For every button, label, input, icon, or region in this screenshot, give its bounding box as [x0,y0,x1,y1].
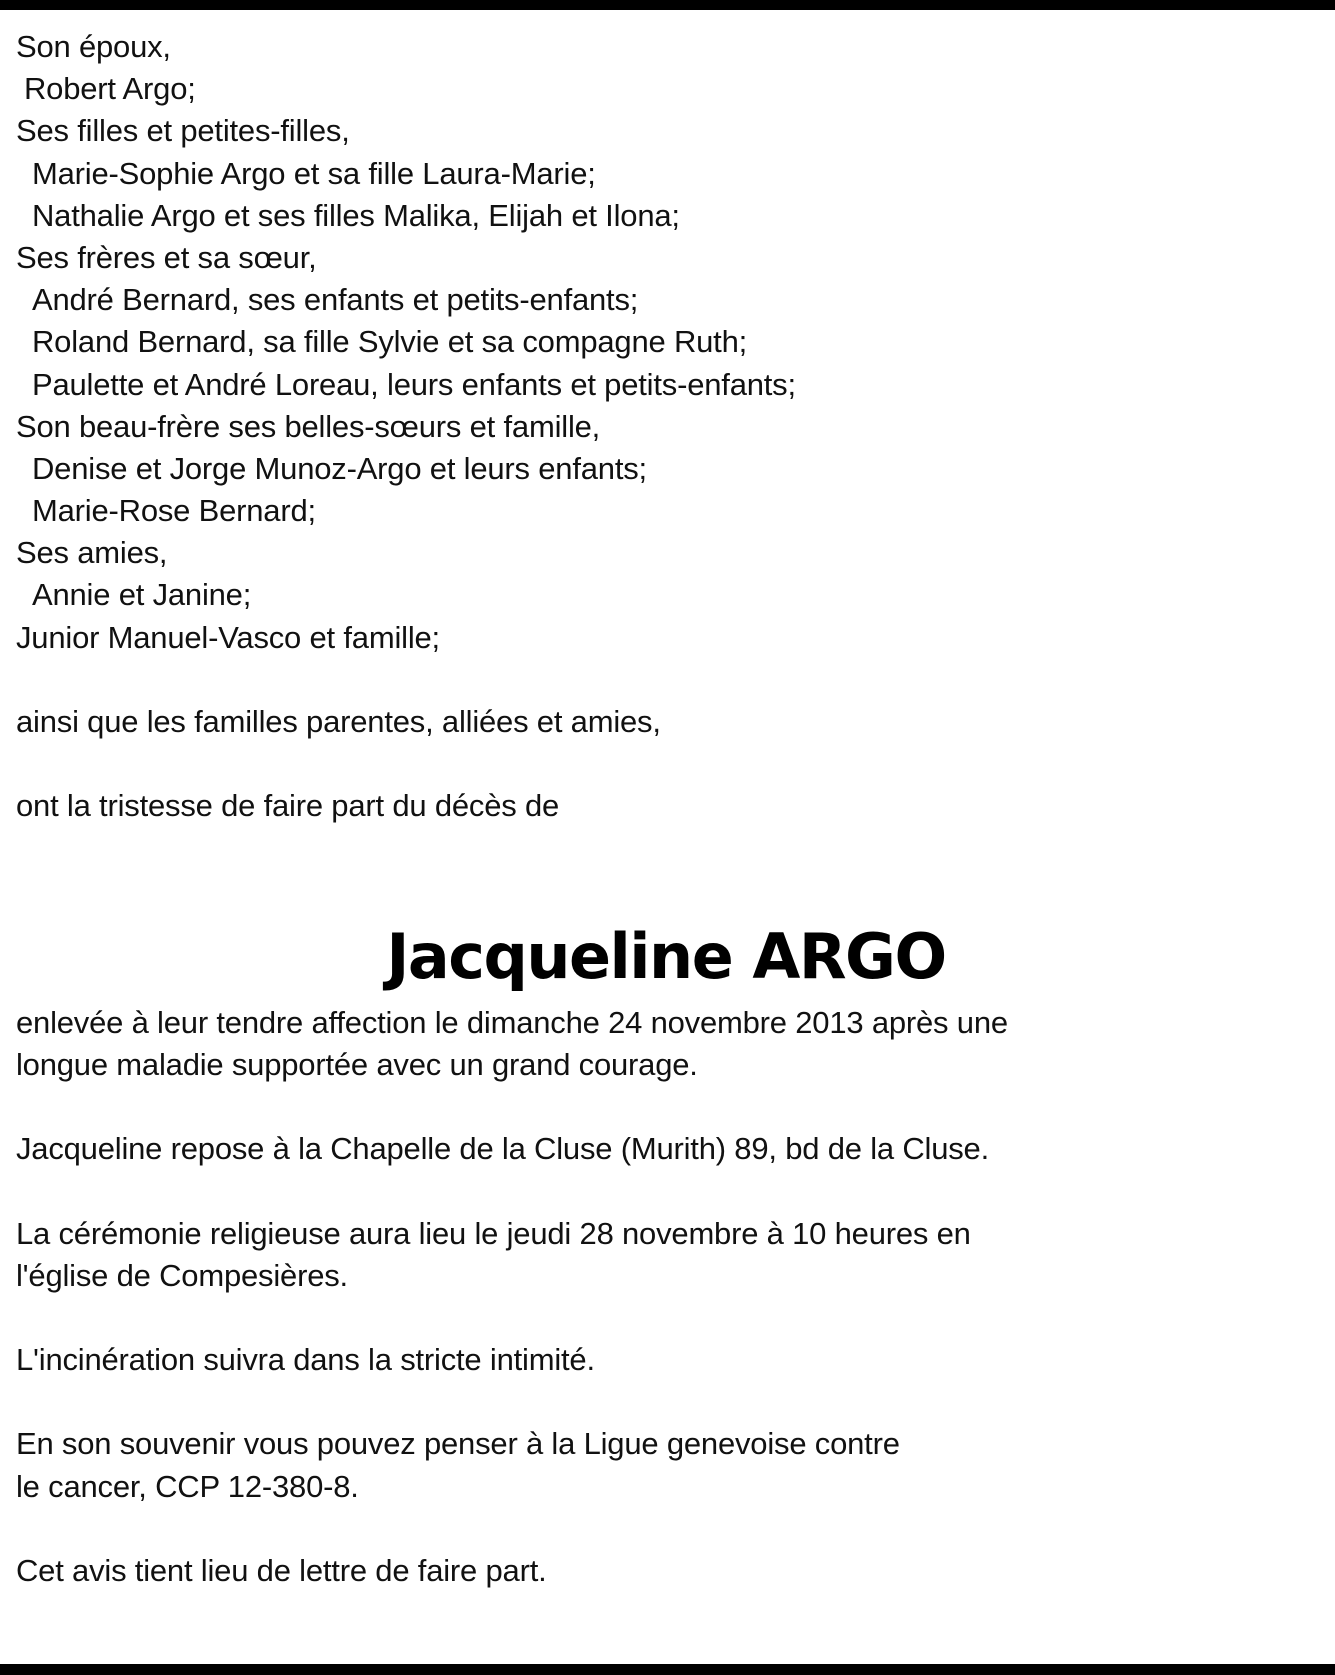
relatives-line: ainsi que les familles parentes, alliées et amies, [16,704,661,739]
spacer [16,1170,1316,1212]
spacer [16,743,1316,785]
other-mourner: Junior Manuel-Vasco et famille; [16,619,440,655]
spacer [16,1297,1316,1339]
spacer [16,1381,1316,1423]
sibling-entry: Roland Bernard, sa fille Sylvie et sa compagne Ruth; [32,324,748,360]
ceremony-line: l'église de Compesières. [16,1257,348,1293]
siblings-heading: Ses frères et sa sœur, [16,239,317,275]
obituary-notice [16,26,1316,1592]
daughters-heading: Ses filles et petites-filles, [16,113,350,149]
daughter-entry: Nathalie Argo et ses filles Malika, Elijah et Ilona; [32,197,680,233]
spacer [16,828,1316,912]
ceremony-line: La cérémonie religieuse aura lieu le jeudi 28 novembre à 10 heures en [16,1215,971,1251]
spacer [16,1086,1316,1128]
donation-line: le cancer, CCP 12-380-8. [16,1468,359,1504]
announcement-line: ont la tristesse de faire part du décès de [16,788,560,824]
daughter-entry: Marie-Sophie Argo et sa fille Laura-Marie; [32,155,596,191]
cremation-line: L'incinération suivra dans la stricte intimité. [16,1342,595,1378]
spouse-name: Robert Argo; [24,71,196,107]
inlaw-entry: Marie-Rose Bernard; [32,493,316,529]
sibling-entry: Paulette et André Loreau, leurs enfants et petits-enfants; [32,366,796,402]
friends-heading: Ses amies, [16,535,168,571]
spacer [16,1508,1316,1550]
deceased-name: Jacqueline ARGO [386,919,946,993]
closing-line: Cet avis tient lieu de lettre de faire part. [16,1553,547,1588]
friend-entry: Annie et Janine; [32,577,252,613]
inlaw-entry: Denise et Jorge Munoz-Argo et leurs enfants; [32,450,647,486]
death-line: longue maladie supportée avec un grand courage. [16,1046,698,1082]
spouse-heading: Son époux, [16,29,171,64]
death-line: enlevée à leur tendre affection le dimanche 24 novembre 2013 après une [16,1004,1008,1040]
inlaws-heading: Son beau-frère ses belles-sœurs et famille, [16,408,601,444]
sibling-entry: André Bernard, ses enfants et petits-enfants; [32,282,639,318]
spacer [16,659,1316,701]
repose-line: Jacqueline repose à la Chapelle de la Cluse (Murith) 89, bd de la Cluse. [16,1131,989,1167]
top-border-rule [0,0,1335,10]
bottom-border-rule [0,1664,1335,1675]
donation-line: En son souvenir vous pouvez penser à la Ligue genevoise contre [16,1426,900,1462]
